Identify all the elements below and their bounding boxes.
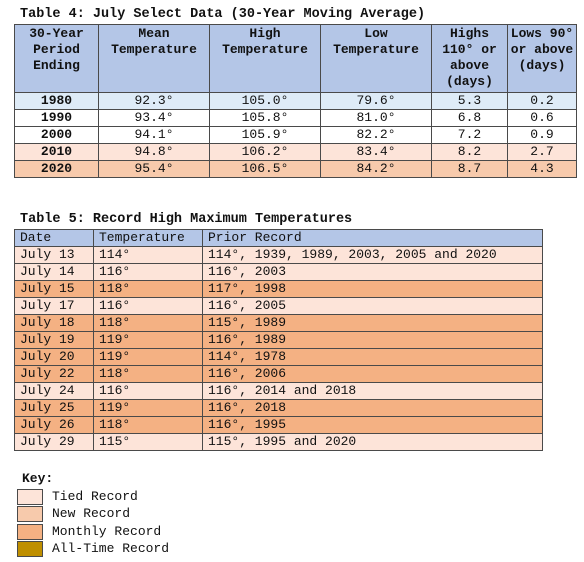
- table5-cell: 115°, 1989: [203, 315, 543, 332]
- table5-row: [15, 417, 543, 434]
- table5-cell: 119°: [94, 400, 203, 417]
- table4-cell: 1990: [15, 110, 99, 127]
- table5-header-temperature: Temperature: [94, 230, 203, 247]
- table4-cell: 8.2: [432, 144, 508, 161]
- table5-cell: 116°, 2014 and 2018: [203, 383, 543, 400]
- table4-cell: 8.7: [432, 161, 508, 178]
- key-item-new: [17, 506, 130, 523]
- table5-cell: 119°: [94, 332, 203, 349]
- table5-row: [15, 315, 543, 332]
- table5-cell: 116°, 2018: [203, 400, 543, 417]
- key-item-monthly: [17, 523, 161, 540]
- table5-cell: 116°: [94, 264, 203, 281]
- table5-cell: 116°, 2006: [203, 366, 543, 383]
- table4-row: [15, 161, 577, 178]
- table4-cell: 4.3: [508, 161, 577, 178]
- table4-header-low: Low Temperature: [321, 25, 432, 93]
- table5-cell: July 13: [15, 247, 94, 264]
- table5-header-row: [15, 230, 543, 247]
- table4-cell: 92.3°: [99, 93, 210, 110]
- table4-cell: 0.2: [508, 93, 577, 110]
- key-item-label: Tied Record: [52, 488, 138, 504]
- table4-header-lows-90: Lows 90° or above (days): [508, 25, 577, 93]
- table5-row: [15, 383, 543, 400]
- table5-cell: 115°, 1995 and 2020: [203, 434, 543, 451]
- key-item-label: New Record: [52, 506, 131, 521]
- key-item-label: Monthly Record: [52, 523, 162, 539]
- table5-cell: 118°: [94, 281, 203, 298]
- record-high-max-table: [14, 229, 543, 451]
- table5-cell: 114°, 1939, 1989, 2003, 2005 and 2020: [203, 247, 543, 264]
- table5-cell: 116°: [94, 383, 203, 400]
- table4-header-highs-110: Highs 110° or above (days): [432, 25, 508, 93]
- table4-row: [15, 127, 577, 144]
- table4-title: Table 4: July Select Data (30-Year Moving Average): [20, 7, 426, 22]
- table4-cell: 105.8°: [210, 110, 321, 127]
- table4-header-mean: Mean Temperature: [99, 25, 210, 93]
- table4-cell: 95.4°: [99, 161, 210, 178]
- table4-cell: 94.1°: [99, 127, 210, 144]
- table5-cell: July 24: [15, 383, 94, 400]
- table5-row: [15, 264, 543, 281]
- table4-cell: 2010: [15, 144, 99, 161]
- table4-cell: 0.6: [508, 110, 577, 127]
- table4-header-period: 30-Year Period Ending: [15, 25, 99, 93]
- table5-cell: 115°: [94, 434, 203, 451]
- table4-cell: 81.0°: [321, 110, 432, 127]
- table5-row: [15, 366, 543, 383]
- table5-cell: 116°, 2003: [203, 264, 543, 281]
- table4-cell: 93.4°: [99, 110, 210, 127]
- table4-cell: 83.4°: [321, 144, 432, 161]
- table4-cell: 82.2°: [321, 127, 432, 144]
- table5-row: [15, 400, 543, 417]
- table4-cell: 2000: [15, 127, 99, 144]
- table5-cell: 114°, 1978: [203, 349, 543, 366]
- table5-cell: July 18: [15, 315, 94, 332]
- key-swatch: [17, 506, 43, 522]
- key-item-label: All-Time Record: [52, 541, 170, 556]
- table5-row: [15, 349, 543, 366]
- table5-cell: 116°, 1995: [203, 417, 543, 434]
- table5-cell: 119°: [94, 349, 203, 366]
- key-label: Key:: [22, 471, 54, 486]
- table5-cell: 118°: [94, 417, 203, 434]
- table4-row: [15, 93, 577, 110]
- table5-cell: July 19: [15, 332, 94, 349]
- table5-cell: 117°, 1998: [203, 281, 543, 298]
- table4-cell: 106.2°: [210, 144, 321, 161]
- table4-cell: 105.9°: [210, 127, 321, 144]
- table5-cell: 118°: [94, 366, 203, 383]
- table5-header-prior-record: Prior Record: [203, 230, 543, 247]
- table4-cell: 84.2°: [321, 161, 432, 178]
- table4-row: [15, 110, 577, 127]
- table5-cell: July 29: [15, 434, 94, 451]
- table4-cell: 0.9: [508, 127, 577, 144]
- table4-cell: 6.8: [432, 110, 508, 127]
- key-swatch: [17, 524, 43, 540]
- table5-cell: July 15: [15, 281, 94, 298]
- table4-header-row: [15, 25, 577, 93]
- table5-header-date: Date: [15, 230, 94, 247]
- july-select-data-table: [14, 24, 577, 178]
- table5-cell: 114°: [94, 247, 203, 264]
- table4-cell: 5.3: [432, 93, 508, 110]
- key-item-alltime: [17, 541, 169, 558]
- table5-cell: July 14: [15, 264, 94, 281]
- table5-cell: 116°, 1989: [203, 332, 543, 349]
- table5-row: [15, 247, 543, 264]
- table5-cell: 118°: [94, 315, 203, 332]
- table4-cell: 2020: [15, 161, 99, 178]
- table5-row: [15, 332, 543, 349]
- table5-cell: 116°, 2005: [203, 298, 543, 315]
- table4-cell: 106.5°: [210, 161, 321, 178]
- table4-cell: 2.7: [508, 144, 577, 161]
- table4-cell: 7.2: [432, 127, 508, 144]
- table5-cell: July 25: [15, 400, 94, 417]
- table5-row: [15, 298, 543, 315]
- table4-header-high: High Temperature: [210, 25, 321, 93]
- table5-cell: July 20: [15, 349, 94, 366]
- table5-row: [15, 281, 543, 298]
- key-swatch: [17, 541, 43, 557]
- key-item-tied: [17, 488, 138, 505]
- table5-title: Table 5: Record High Maximum Temperatures: [20, 212, 353, 227]
- table5-cell: July 26: [15, 417, 94, 434]
- table5-cell: July 22: [15, 366, 94, 383]
- table4-cell: 1980: [15, 93, 99, 110]
- table5-row: [15, 434, 543, 451]
- table4-row: [15, 144, 577, 161]
- table4-cell: 94.8°: [99, 144, 210, 161]
- table5-cell: July 17: [15, 298, 94, 315]
- table4-cell: 79.6°: [321, 93, 432, 110]
- table4-cell: 105.0°: [210, 93, 321, 110]
- key-swatch: [17, 489, 43, 505]
- table5-cell: 116°: [94, 298, 203, 315]
